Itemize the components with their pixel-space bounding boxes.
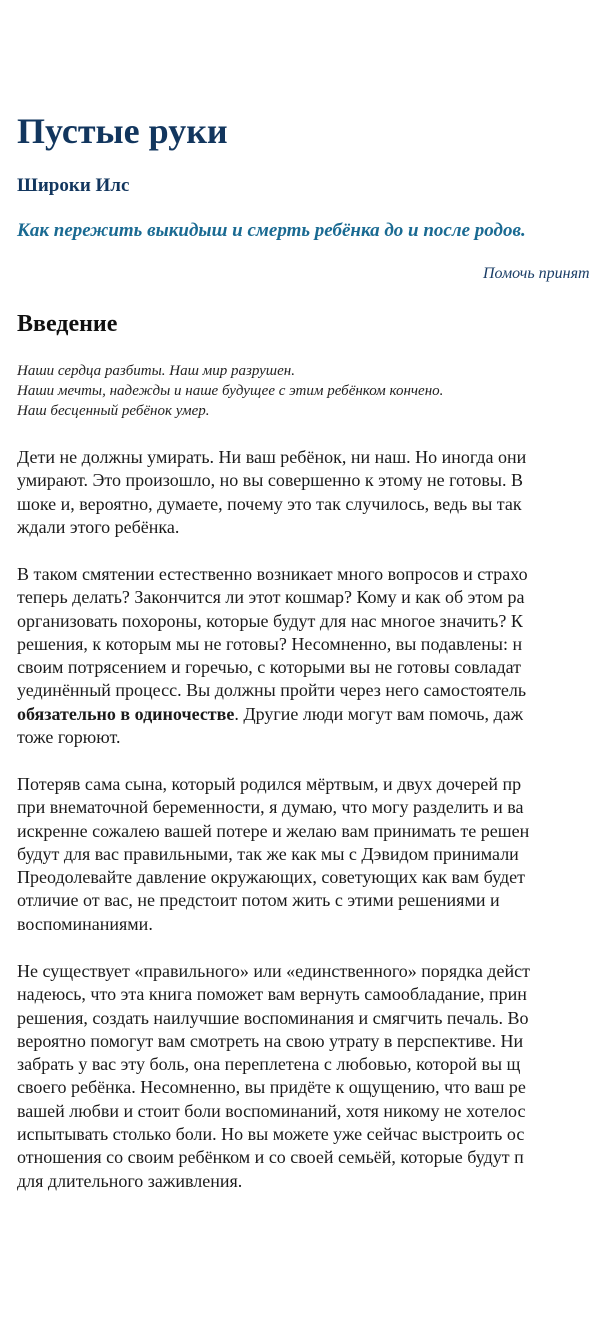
text-line: шоке и, вероятно, думаете, почему это так случилось, ведь вы так [17,493,522,514]
text-line: вашей любви и стоит боли воспоминаний, хотя никому не хотелос [17,1100,526,1121]
paragraph-2 [17,563,528,749]
text-line: своим потрясением и горечью, с которыми вы не готовы совладат [17,657,522,678]
text-line: надеюсь, что эта книга поможет вам вернуть самообладание, прин [17,984,527,1005]
text-line: при внематочной беременности, я думаю, что могу разделить и ва [17,797,524,818]
text-line: забрать у вас эту боль, она переплетена с любовью, которой вы щ [17,1054,521,1075]
text-line: умирают. Это произошло, но вы совершенно к этому не готовы. В [17,470,524,491]
text-line: Дети не должны умирать. Ни ваш ребёнок, ни наш. Но иногда они [17,447,527,467]
poem-line: Наш бесценный ребёнок умер. [17,403,210,419]
text-line: отличие от вас, не предстоит потом жить с этими решениями и [17,890,500,911]
section-heading: Введение [17,311,118,337]
paragraph-3 [17,773,529,936]
text-line: отношения со своим ребёнком и со своей семьёй, которые будут п [17,1147,524,1168]
text-line: решения, к которым мы не готовы? Несомненно, вы подавлены: н [17,633,523,654]
text-line: тоже горюют. [17,727,121,748]
paragraph-1 [17,446,526,539]
paragraph-4 [17,960,530,1193]
text-line: ждали этого ребёнка. [17,516,180,537]
text-line: решения, создать наилучшие воспоминания и смягчить печаль. Во [17,1007,529,1028]
author-name: Широки Илс [17,175,130,196]
text-line: В таком смятении естественно возникает много вопросов и страхо [17,564,528,584]
text-line: для длительного заживления. [17,1170,243,1191]
text-line: Не существует «правильного» или «единственного» порядка дейст [17,961,530,981]
text-line: организовать похороны, которые будут для нас многое значить? К [17,610,523,631]
emphasis-bold: обязательно в одиночестве [17,703,235,724]
text-line: искренне сожалею вашей потере и желаю вам принимать те решен [17,820,530,841]
text-line: Потеряв сама сына, который родился мёртвым, и двух дочерей пр [17,774,522,794]
text-line: испытывать столько боли. Но вы можете уже сейчас выстроить ос [17,1124,525,1145]
text-line: вероятно помогут вам смотреть на свою утрату в перспективе. Ни [17,1030,524,1051]
poem-line: Наши сердца разбиты. Наш мир разрушен. [17,363,295,379]
text-line: уединённый процесс. Вы должны пройти через него самостоятель [17,680,527,701]
poem-line: Наши мечты, надежды и наше будущее с этим ребёнком кончено. [17,383,444,399]
book-title: Пустые руки [17,111,228,151]
book-subtitle: Как пережить выкидыш и смерть ребёнка до и после родов. [17,220,526,241]
text-line: воспоминаниями. [17,913,153,934]
text-fragment: . Другие люди могут вам помочь, даж [234,703,524,724]
epigraph-link[interactable]: Помочь принят [483,265,590,282]
text-line: будут для вас правильными, так же как мы с Дэвидом принимали [17,843,519,864]
text-line [17,703,528,726]
text-line: Преодолевайте давление окружающих, советующих как вам будет [17,867,526,888]
text-line: своего ребёнка. Несомненно, вы придёте к ощущению, что ваш ре [17,1077,526,1098]
epigraph-poem [17,361,443,421]
text-line: теперь делать? Закончится ли этот кошмар? Кому и как об этом ра [17,587,525,608]
